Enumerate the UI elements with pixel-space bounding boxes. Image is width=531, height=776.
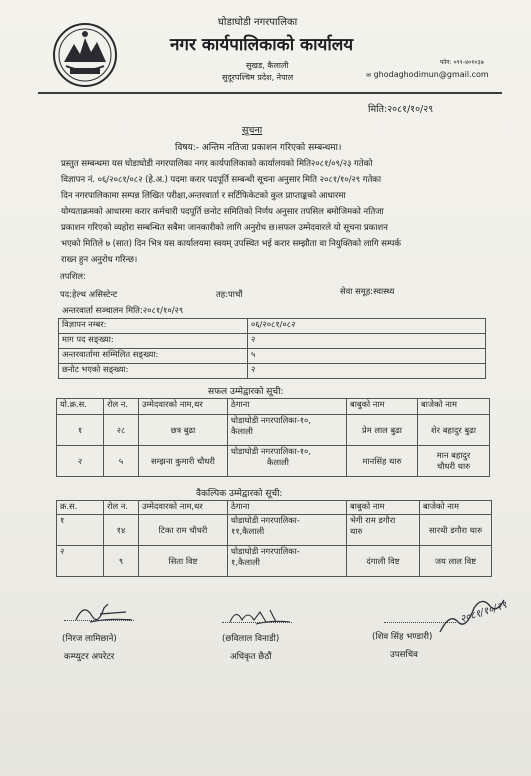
- email-text: ghodaghodimun@gmail.com: [373, 70, 489, 79]
- cell-name: सिता विष्ट: [139, 546, 228, 577]
- signature-dots: [384, 622, 456, 623]
- body-line: योग्यताक्रमको आधारमा करार कर्मचारी पदपूर्ति छनोट समितिको निर्णय अनुसार तपसिल बमोजिमको नतिजा: [61, 207, 384, 217]
- address-line: घोडाघोडी नगरपालिका-: [231, 515, 300, 525]
- table-row: [59, 334, 486, 349]
- cell-sn: १: [57, 515, 104, 546]
- body-line: भएको मितिले ७ (सात) दिन भित्र यस कार्यालयमा स्वयम् उपस्थित भई करार सम्झौता वा नियुक्तिको लागि सम्पर्क: [61, 239, 401, 249]
- father-line: भेगी राम डगौरा: [350, 515, 396, 525]
- header-divider: [38, 92, 502, 94]
- cell-father: [347, 515, 420, 546]
- address-line-2: सुदूरपश्चिम प्रदेश, नेपाल: [222, 73, 294, 82]
- column-header: ठेगाना: [228, 501, 347, 515]
- cell-roll: ५: [104, 446, 139, 477]
- cell-address: [228, 515, 347, 546]
- table-row: [57, 515, 492, 546]
- column-header: रोल न.: [104, 501, 139, 515]
- table-header-row: [57, 399, 490, 415]
- cell-address: [228, 546, 347, 577]
- body-line: प्रस्तुत सम्बन्धमा यस घोडाघोडी नगरपालिका नगर कार्यपालिकाको कार्यालयको मिति२०८१/०९/२३ गतेको: [61, 159, 373, 169]
- office-name: घोडाघोडी नगरपालिका: [218, 17, 298, 28]
- signature-1-scribble: [70, 598, 140, 628]
- column-header: बाबुको नाम: [347, 501, 420, 515]
- cell-name: छत्र बुढा: [139, 415, 228, 446]
- table-row: [57, 415, 490, 446]
- signatory-role: अधिकृत छैठौं: [230, 652, 272, 662]
- signatory-role: कम्प्युटर अपरेटर: [64, 652, 115, 662]
- notice-date: मिति:२०८१/१०/२९: [368, 104, 434, 115]
- grandfather-line: चौधरी थारु: [436, 461, 471, 471]
- address-line: घोडाघोडी नगरपालिका-: [231, 546, 300, 556]
- cell-roll: १४: [104, 515, 139, 546]
- column-header: उम्मेदवारको नाम,थर: [139, 399, 228, 415]
- address-line: घोडाघोडी नगरपालिका-१०,: [231, 415, 312, 425]
- father-line: थारु: [350, 526, 363, 536]
- signatory-name: (छविलाल विनाडी): [222, 634, 280, 644]
- signatory-role: उपसचिव: [390, 650, 418, 660]
- alternate-candidates-table: [56, 500, 492, 577]
- cell-address: [228, 415, 347, 446]
- table-row: [59, 319, 486, 334]
- service-group: सेवा समूह:स्वास्थ्य: [340, 286, 395, 296]
- cell-address: [228, 446, 347, 477]
- column-header: ठेगाना: [228, 399, 347, 415]
- address-line: ११,कैलाली: [231, 526, 265, 536]
- signature-2-scribble: [226, 602, 296, 628]
- address-line: १,कैलाली: [231, 557, 260, 567]
- cell-roll: २८: [104, 415, 139, 446]
- handwritten-date: २०८१/१०/२९: [458, 599, 509, 626]
- mail-icon: ✉: [366, 72, 372, 79]
- table-row: [57, 546, 492, 577]
- father-line: दंगाली विष्ट: [366, 555, 400, 566]
- address-line: घोडाघोडी नगरपालिका-१०,: [231, 446, 312, 456]
- cell-sn: २: [57, 446, 104, 477]
- interview-date: अन्तरवार्ता सञ्चालन मिति:२०८१/१०/२९: [62, 305, 184, 315]
- government-emblem-icon: [52, 22, 118, 88]
- advertisement-info-table: [58, 318, 486, 379]
- cell-father: [347, 546, 420, 577]
- successful-candidates-title: सफल उम्मेद्वारको सूची:: [208, 387, 284, 397]
- tapsil-label: तपशिल:: [60, 271, 86, 281]
- table-row: [59, 364, 486, 379]
- email-address: [366, 70, 489, 79]
- post-name: पद:हेल्थ असिस्टेन्ट: [60, 289, 118, 299]
- column-header: उम्मेदवारको नाम,थर: [139, 501, 228, 515]
- post-level: तह:पाचौं: [216, 289, 243, 299]
- signature-dots: [222, 622, 292, 623]
- body-line: दिन नगरपालिकामा सम्पन्न लिखित परीक्षा,अन्तरवार्ता र सर्टिफिकेटको कुल प्राप्ताङ्कको आधारमा: [61, 191, 346, 201]
- column-header: क्र.स.: [57, 501, 104, 515]
- cell-name: सम्झना कुमारी चौधरी: [139, 446, 228, 477]
- signatory-name: (शिव सिंह भण्डारी): [372, 632, 433, 642]
- alternate-candidates-title: वैकल्पिक उम्मेद्वारको सूची:: [196, 489, 283, 499]
- column-header: बाजेको नाम: [420, 501, 492, 515]
- column-header: बाजेको नाम: [418, 399, 490, 415]
- address-line: कैलाली: [231, 426, 253, 436]
- info-value: ०६/२०८१/०८२: [248, 319, 486, 334]
- body-line: विज्ञापन नं. ०६/२०८१/०८२ (हे.अ.) पदमा करार पदपूर्ति सम्बन्धी सूचना अनुसार मिति २०८१/१०/२९ गतेका: [61, 175, 382, 185]
- signature-dots: [64, 620, 134, 621]
- info-label: छनोट भएको सङ्ख्या:: [59, 364, 248, 379]
- cell-grandfather: जय लाल विष्ट: [420, 546, 492, 577]
- notice-subject: विषय:- अन्तिम नतिजा प्रकाशन गरिएको सम्बन्धमा।: [175, 143, 342, 153]
- notice-heading: सूचना: [242, 125, 263, 136]
- office-title: नगर कार्यपालिकाको कार्यालय: [170, 35, 354, 55]
- body-line: प्रकाशन गरिएको व्यहोरा सम्बन्धित सबैमा जानकारीको लागि अनुरोध छ।सफल उम्मेदवारले यो सूचना प्रकाशन: [61, 223, 388, 233]
- cell-roll: ९: [104, 546, 139, 577]
- table-row: [59, 349, 486, 364]
- signatory-name: (निरज लामिछाने): [62, 634, 117, 644]
- info-value: ५: [248, 349, 486, 364]
- successful-candidates-table: [56, 398, 490, 477]
- table-header-row: [57, 501, 492, 515]
- column-header: यो.क्र.स.: [57, 399, 104, 415]
- cell-father: मानसिंह थारु: [347, 446, 418, 477]
- info-value: २: [248, 364, 486, 379]
- info-label: माग पद सङ्ख्या:: [59, 334, 248, 349]
- column-header: रोल न.: [104, 399, 139, 415]
- info-label: विज्ञापन नम्बर:: [59, 319, 248, 334]
- cell-sn: १: [57, 415, 104, 446]
- cell-grandfather: [418, 415, 490, 446]
- cell-sn: २: [57, 546, 104, 577]
- phone-number: फोन: ०९१-४०१०३७: [440, 59, 484, 66]
- grandfather-line: शेर बहादुर बुढा: [431, 424, 476, 435]
- address-line-1: सुखड, कैलाली: [246, 61, 289, 70]
- cell-grandfather: सारथी डगौरा थारु: [420, 515, 492, 546]
- grandfather-line: मान बहादुर: [436, 450, 471, 460]
- address-line: कैलाली: [267, 457, 289, 467]
- info-value: २: [248, 334, 486, 349]
- info-label: अन्तरवार्तामा सम्मिलित सङ्ख्या:: [59, 349, 248, 364]
- cell-grandfather: [418, 446, 490, 477]
- table-row: [57, 446, 490, 477]
- body-line: राख्न हुन अनुरोध गरिन्छ।: [61, 255, 138, 265]
- cell-father: प्रेम लाल बुढा: [347, 415, 418, 446]
- column-header: बाबुको नाम: [347, 399, 418, 415]
- cell-name: टिका राम चौधरी: [139, 515, 228, 546]
